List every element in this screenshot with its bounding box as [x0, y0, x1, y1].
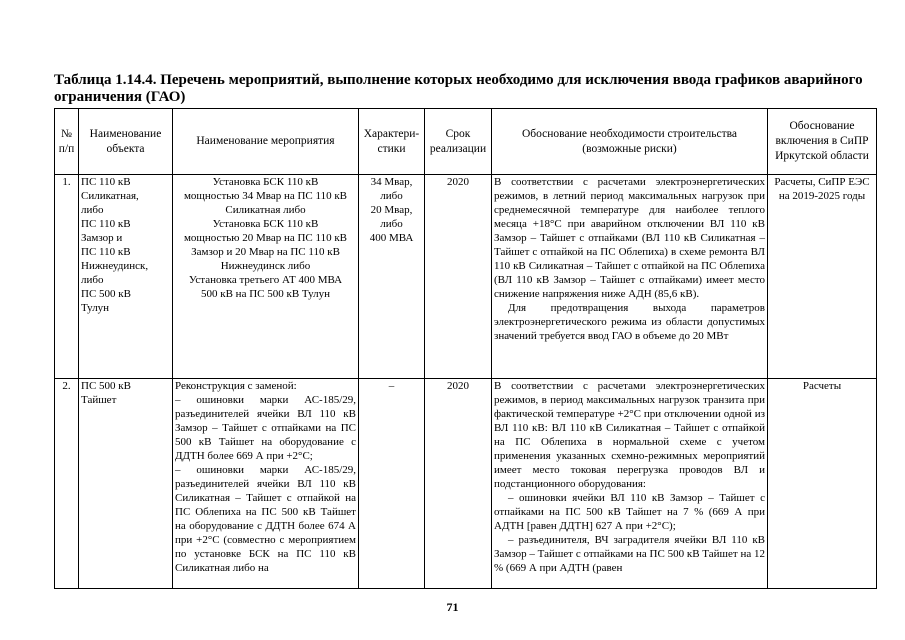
- object-line: ПС 110 кВ: [81, 218, 131, 230]
- object-line: Силикатная,: [81, 190, 139, 202]
- measure-cell: [173, 379, 359, 589]
- object-line: либо: [81, 274, 104, 286]
- object-line: Нижнеудинск,: [81, 260, 149, 272]
- object-line: Тайшет: [81, 394, 117, 406]
- object-line: ПС 500 кВ: [81, 288, 131, 300]
- header-num: № п/п: [55, 109, 79, 175]
- basis-cell: Расчеты: [768, 379, 877, 589]
- term-cell: 2020: [425, 175, 492, 379]
- measure-line: Нижнеудинск либо: [220, 260, 311, 272]
- header-measure: Наименование мероприятия: [173, 109, 359, 175]
- object-line: ПС 110 кВ: [81, 176, 131, 188]
- object-line: либо: [81, 204, 104, 216]
- characteristics-line: либо: [380, 218, 403, 230]
- table-title: Таблица 1.14.4. Перечень мероприятий, выполнение которых необходимо для исключения ввода графиков аварийного ограничения (ГАО): [54, 72, 863, 105]
- table-row: [55, 175, 877, 379]
- term-cell: 2020: [425, 379, 492, 589]
- measure-line: Замзор и 20 Мвар на ПС 110 кВ: [191, 246, 340, 258]
- header-justification: Обоснование необходимости строительства (возможные риски): [492, 109, 768, 175]
- justification-paragraph: Для предотвращения выхода параметров электроэнергетического режима из области допустимых значений требуется ввод ГАО в объеме до 20 МВт: [494, 302, 765, 342]
- justification-paragraph: В соответствии с расчетами электроэнергетических режимов, в период максимальных нагрузок транзита при фактической температуре +2°С при отключении одной из ВЛ 110 кВ: ВЛ 110 кВ Силикатная – Тайшет с отпайкой на ПС Облепиха в нормальной схеме с учетом применения указанных схемно-режимных мероприятий имеет место токовая перегрузка проводов ВЛ и подстанционного оборудования:: [494, 380, 765, 490]
- object-line: ПС 110 кВ: [81, 246, 131, 258]
- characteristics-line: либо: [380, 190, 403, 202]
- justification-paragraph: – ошиновки ячейки ВЛ 110 кВ Замзор – Тайшет с отпайками на ПС 500 кВ Тайшет на 7 % (669 А при АДТН [равен ДДТН] 627 А при +2°С);: [494, 492, 765, 532]
- characteristics-line: 400 МВА: [369, 232, 414, 244]
- header-basis: Обоснование включения в СиПР Иркутской области: [768, 109, 877, 175]
- characteristics-line: 20 Мвар,: [370, 204, 413, 216]
- characteristics-cell: [359, 175, 425, 379]
- measure-line: 500 кВ на ПС 500 кВ Тулун: [201, 288, 330, 300]
- characteristics-cell: –: [359, 379, 425, 589]
- header-object: Наименование объекта: [79, 109, 173, 175]
- characteristics-line: 34 Мвар,: [370, 176, 413, 188]
- justification-cell: [492, 175, 768, 379]
- measures-table: [54, 108, 877, 589]
- row-number: 1.: [55, 175, 79, 379]
- justification-paragraph: – разъединителя, ВЧ заградителя ячейки ВЛ 110 кВ Замзор – Тайшет с отпайками на ПС 500 кВ Тайшет на 12 % (669 А при АДТН (равен: [494, 534, 765, 574]
- row-number: 2.: [55, 379, 79, 589]
- measure-item: – ошиновки марки АС-185/29, разъединителей ячейки ВЛ 110 кВ Силикатная – Тайшет с отпайкой на ПС Облепиха на ПС 500 кВ Тайшет на оборудование с ДДТН более 674 А при +2°С (совместно с мероприятием по установке БСК на ПС 110 кВ Силикатная либо на: [175, 464, 356, 574]
- object-cell: [79, 175, 173, 379]
- basis-cell: Расчеты, СиПР ЕЭС на 2019-2025 годы: [768, 175, 877, 379]
- object-line: Замзор и: [81, 232, 123, 244]
- header-term: Срок реализации: [425, 109, 492, 175]
- justification-paragraph: В соответствии с расчетами электроэнергетических режимов, в летний период максимальных нагрузок при среднемесячной температуре для наиболее теплого месяца +18°С при аварийном отключении ВЛ 110 кВ Замзор – Тайшет с отпайками (ВЛ 110 кВ Силикатная – Тайшет с отпайкой на ПС Облепиха) в схеме ремонта ВЛ 110 кВ Силикатная – Тайшет с отпайкой на ПС Облепиха (ВЛ 110 кВ Замзор – Тайшет с отпайками) имеет место снижение напряжения ниже АДН (85,6 кВ).: [494, 176, 765, 300]
- table-header-row: [55, 109, 877, 175]
- justification-cell: [492, 379, 768, 589]
- measure-line: мощностью 20 Мвар на ПС 110 кВ: [183, 232, 348, 244]
- measure-intro: Реконструкция с заменой:: [175, 380, 297, 392]
- measure-cell: [173, 175, 359, 379]
- header-characteristics: Характери-стики: [359, 109, 425, 175]
- measure-item: – ошиновки марки АС-185/29, разъединителей ячейки ВЛ 110 кВ Замзор – Тайшет с отпайками на ПС 500 кВ Тайшет на оборудование с ДДТН более 669 А при +2°С;: [175, 394, 356, 462]
- object-line: ПС 500 кВ: [81, 380, 131, 392]
- measure-line: Силикатная либо: [225, 204, 306, 216]
- object-cell: [79, 379, 173, 589]
- measure-line: мощностью 34 Мвар на ПС 110 кВ: [183, 190, 348, 202]
- measure-line: Установка БСК 110 кВ: [212, 218, 319, 230]
- measure-line: Установка третьего АТ 400 МВА: [188, 274, 343, 286]
- page-number: 71: [446, 600, 459, 614]
- object-line: Тулун: [81, 302, 110, 314]
- table-row: [55, 379, 877, 589]
- measure-line: Установка БСК 110 кВ: [212, 176, 319, 188]
